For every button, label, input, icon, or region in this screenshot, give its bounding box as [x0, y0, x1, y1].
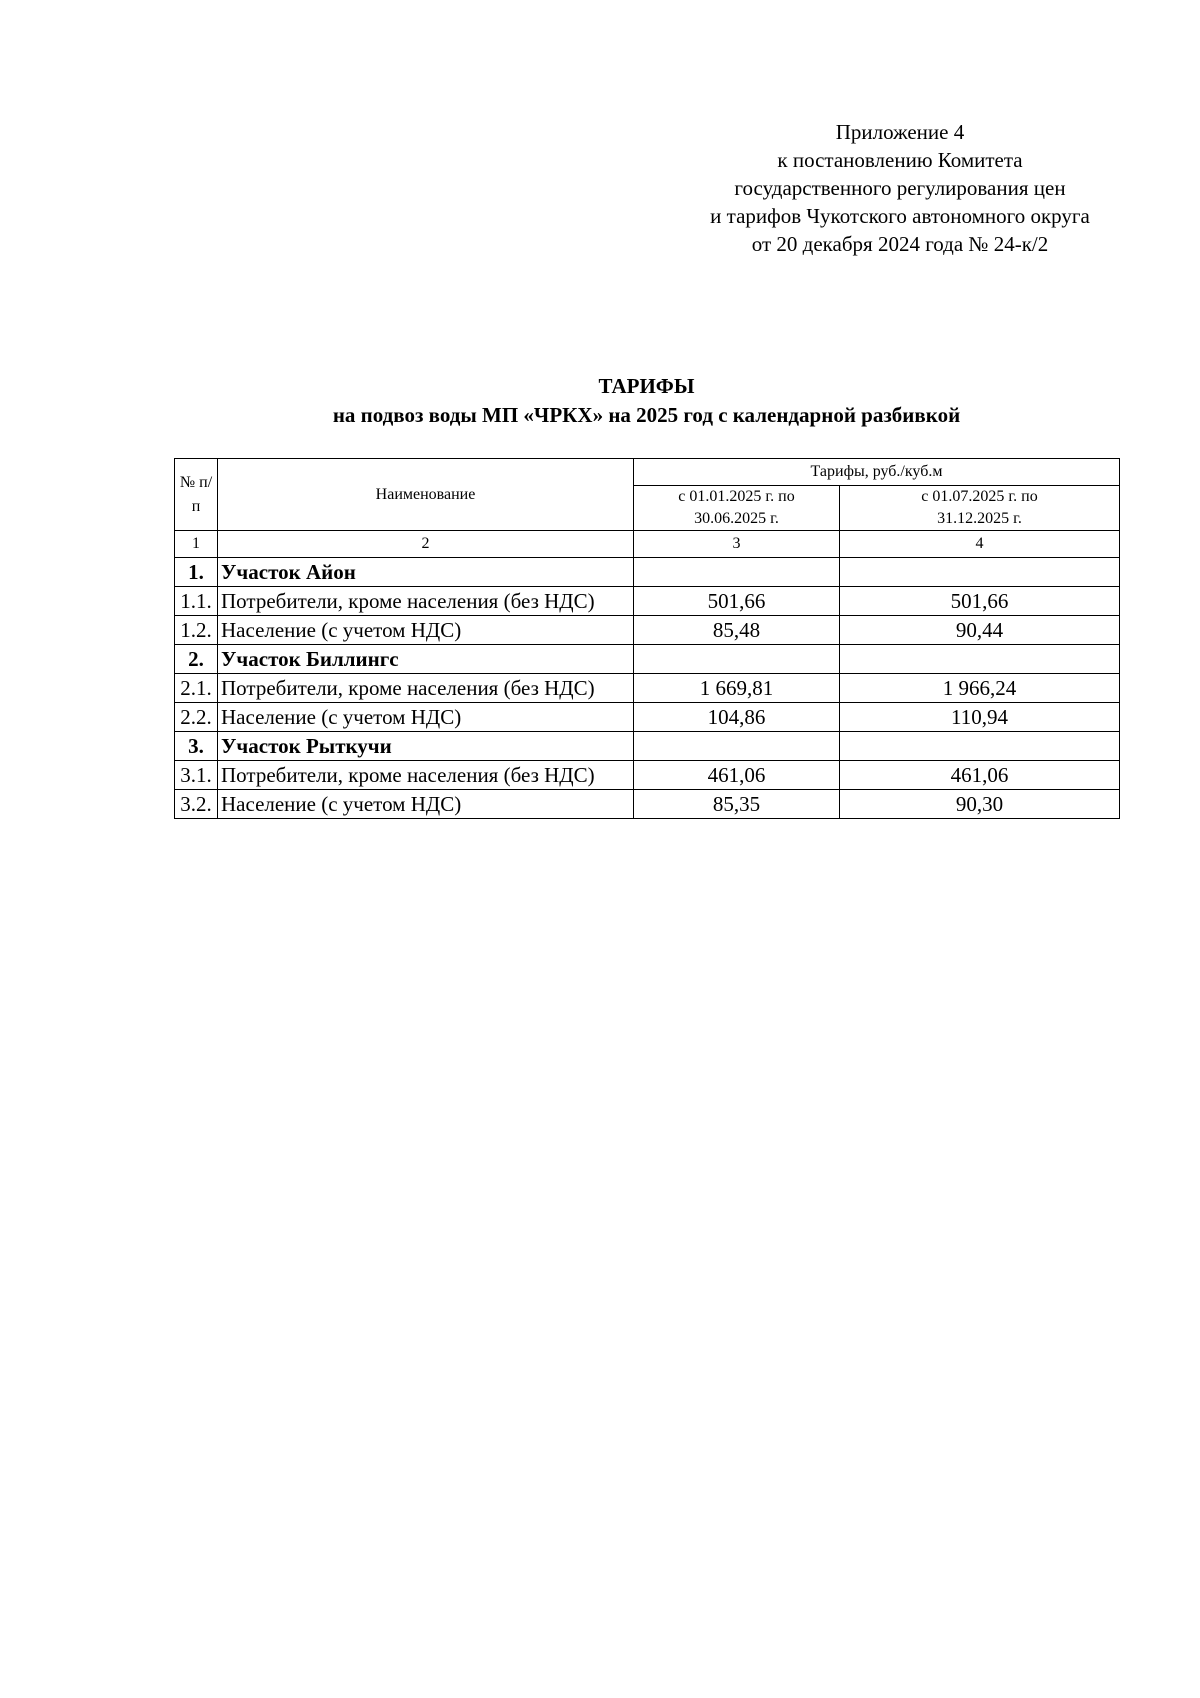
- header-row: [175, 459, 1120, 486]
- header-period-1: с 01.01.2025 г. по 30.06.2025 г.: [634, 486, 840, 531]
- appendix-line: Приложение 4: [835, 120, 965, 144]
- row-value-period-1: [634, 558, 840, 587]
- header-period-2: с 01.07.2025 г. по 31.12.2025 г.: [840, 486, 1120, 531]
- row-value-period-2: 1 966,24: [840, 674, 1120, 703]
- appendix-line: и тарифов Чукотского автономного округа: [710, 204, 1090, 228]
- column-number-row: [175, 531, 1120, 558]
- row-value-period-2: 90,44: [840, 616, 1120, 645]
- row-name: Население (с учетом НДС): [218, 616, 634, 645]
- appendix-note: [600, 118, 1200, 258]
- row-value-period-1: 501,66: [634, 587, 840, 616]
- row-value-period-1: 85,48: [634, 616, 840, 645]
- table-row: [175, 761, 1120, 790]
- row-number: 3.: [175, 732, 218, 761]
- column-number: 1: [175, 531, 218, 558]
- header-num: № п/п: [175, 459, 218, 531]
- table-row: [175, 674, 1120, 703]
- row-number: 2.: [175, 645, 218, 674]
- table-row: [175, 790, 1120, 819]
- row-value-period-1: [634, 645, 840, 674]
- row-value-period-1: 461,06: [634, 761, 840, 790]
- row-name: Участок Айон: [218, 558, 634, 587]
- appendix-line: государственного регулирования цен: [734, 176, 1066, 200]
- row-value-period-1: [634, 732, 840, 761]
- row-name: Потребители, кроме населения (без НДС): [218, 674, 634, 703]
- row-number: 3.1.: [175, 761, 218, 790]
- row-value-period-2: [840, 645, 1120, 674]
- row-number: 1.2.: [175, 616, 218, 645]
- row-value-period-2: 90,30: [840, 790, 1120, 819]
- table-row: [175, 732, 1120, 761]
- row-value-period-2: 461,06: [840, 761, 1120, 790]
- row-name: Участок Биллингс: [218, 645, 634, 674]
- column-number: 3: [634, 531, 840, 558]
- table-row: [175, 558, 1120, 587]
- row-name: Население (с учетом НДС): [218, 703, 634, 732]
- row-name: Участок Рыткучи: [218, 732, 634, 761]
- table-row: [175, 703, 1120, 732]
- table-row: [175, 645, 1120, 674]
- row-value-period-2: [840, 732, 1120, 761]
- document-title: [174, 372, 1119, 430]
- header-tariffs: Тарифы, руб./куб.м: [634, 459, 1120, 486]
- row-value-period-1: 104,86: [634, 703, 840, 732]
- row-name: Потребители, кроме населения (без НДС): [218, 761, 634, 790]
- appendix-line: к постановлению Комитета: [777, 148, 1023, 172]
- row-name: Потребители, кроме населения (без НДС): [218, 587, 634, 616]
- row-number: 3.2.: [175, 790, 218, 819]
- row-number: 1.: [175, 558, 218, 587]
- row-value-period-2: [840, 558, 1120, 587]
- tariffs-table: [174, 458, 1120, 819]
- column-number: 2: [218, 531, 634, 558]
- row-value-period-2: 501,66: [840, 587, 1120, 616]
- header-name: Наименование: [218, 459, 634, 531]
- table-row: [175, 616, 1120, 645]
- title-subtitle: на подвоз воды МП «ЧРКХ» на 2025 год с календарной разбивкой: [332, 403, 961, 427]
- table-row: [175, 587, 1120, 616]
- row-number: 2.2.: [175, 703, 218, 732]
- row-number: 2.1.: [175, 674, 218, 703]
- title-main: ТАРИФЫ: [598, 374, 695, 398]
- row-value-period-1: 85,35: [634, 790, 840, 819]
- column-number: 4: [840, 531, 1120, 558]
- appendix-line: от 20 декабря 2024 года № 24-к/2: [751, 232, 1049, 256]
- row-value-period-1: 1 669,81: [634, 674, 840, 703]
- row-value-period-2: 110,94: [840, 703, 1120, 732]
- row-name: Население (с учетом НДС): [218, 790, 634, 819]
- row-number: 1.1.: [175, 587, 218, 616]
